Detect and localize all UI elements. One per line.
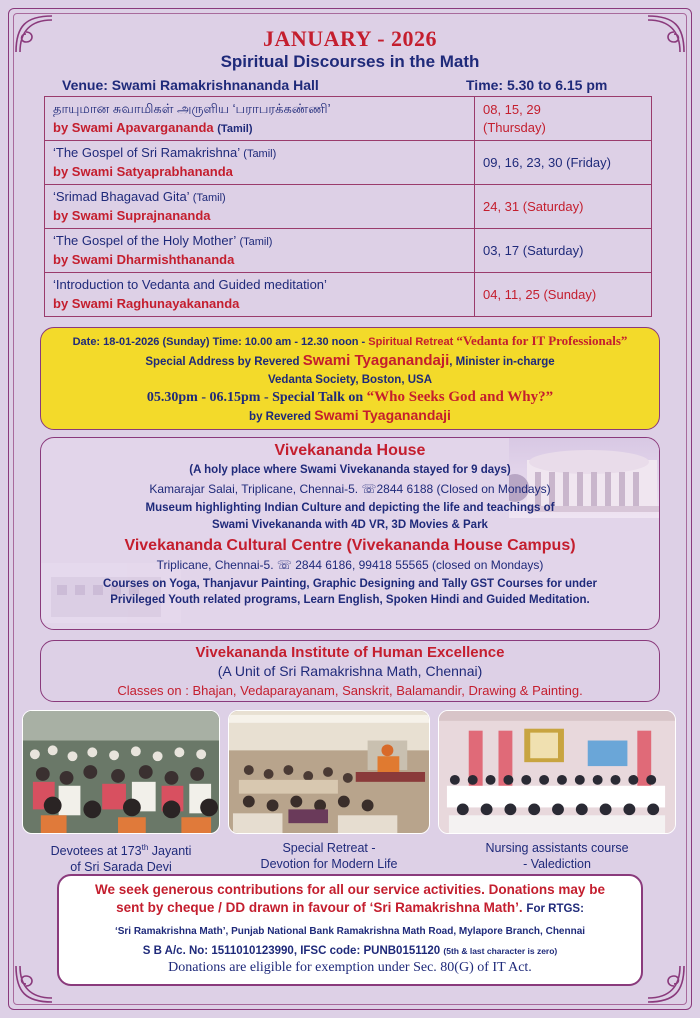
discourse-schedule-table (44, 96, 652, 317)
photo-nursing-assistants (438, 710, 676, 834)
discourse-speaker: by Swami Raghunayakananda (53, 295, 240, 311)
photo-caption-devotees: Devotees at 173th Jayanti of Sri Sarada Devi (50, 843, 192, 875)
time-text: Time: 5.30 to 6.15 pm (466, 77, 608, 93)
table-row (45, 141, 652, 185)
institute-unit: (A Unit of Sri Ramakrishna Math, Chennai) (217, 663, 483, 679)
discourse-cell (45, 273, 475, 317)
photo-caption-nursing: Nursing assistants course - Valediction (485, 841, 629, 871)
dates-cell (475, 185, 652, 229)
discourse-cell (45, 185, 475, 229)
photo-caption-retreat: Special Retreat - Devotion for Modern Life (260, 841, 398, 871)
table-row (45, 185, 652, 229)
dates-cell (475, 97, 652, 141)
retreat-talk-speaker: by Revered Swami Tyaganandaji (249, 407, 451, 423)
discourse-speaker: by Swami Dharmishthananda (53, 251, 235, 267)
discourse-title: ‘Srimad Bhagavad Gita’ (Tamil) (53, 188, 226, 204)
discourse-title: ‘Introduction to Vedanta and Guided meditation’ (53, 276, 327, 292)
retreat-announcement (40, 327, 660, 430)
discourse-dates: 04, 11, 25 (Sunday) (483, 286, 597, 302)
photo-devotees (22, 710, 220, 834)
corner-ornament-icon (12, 960, 58, 1006)
discourse-cell (45, 97, 475, 141)
dates-cell (475, 273, 652, 317)
vivekananda-house-section (40, 437, 660, 630)
donation-section (57, 874, 643, 986)
retreat-date-line: Date: 18-01-2026 (Sunday) Time: 10.00 am - 12.30 noon - Spiritual Retreat “Vedanta for IT Professionals” (72, 333, 628, 348)
table-row (45, 97, 652, 141)
cultural-centre-title: Vivekananda Cultural Centre (Vivekananda House Campus) (124, 537, 576, 554)
venue-text: Venue: Swami Ramakrishnananda Hall (62, 77, 319, 93)
retreat-talk-line: 05.30pm - 06.15pm - Special Talk on “Who Seeks God and Why?” (146, 389, 554, 405)
discourse-speaker: by Swami Suprajnananda (53, 207, 211, 223)
discourse-day: (Thursday) (483, 119, 546, 135)
discourse-cell (45, 229, 475, 273)
institute-title: Vivekananda Institute of Human Excellence (195, 644, 505, 661)
tax-exemption-note: Donations are eligible for exemption under Sec. 80(G) of IT Act. (168, 960, 532, 975)
page-subtitle: Spiritual Discourses in the Math (220, 52, 480, 71)
dates-cell (475, 229, 652, 273)
dates-cell (475, 141, 652, 185)
page-title: JANUARY - 2026 (262, 26, 438, 51)
corner-ornament-icon (642, 960, 688, 1006)
retreat-address-line: Special Address by Revered Swami Tyaganandaji, Minister in-charge (145, 352, 555, 369)
museum-description: Museum highlighting Indian Culture and depicting the life and teachings of Swami Vivekananda with 4D VR, 3D Movies & Park (145, 502, 555, 531)
account-details: S B A/c. No: 1511010123990, IFSC code: PUNB0151120 (5th & last character is zero) (142, 945, 558, 957)
cultural-centre-address: Triplicane, Chennai-5. ☏ 2844 6186, 99418 55565 (closed on Mondays) (156, 558, 544, 572)
discourse-dates: 24, 31 (Saturday) (483, 198, 584, 214)
donation-appeal: We seek generous contributions for all our service activities. Donations may be sent by cheque / DD drawn in favour of ‘Sri Ramakrishna Math’. For RTGS: (95, 882, 605, 915)
discourse-dates: 09, 16, 23, 30 (Friday) (483, 154, 611, 170)
bank-details: ‘Sri Ramakrishna Math’, Punjab National Bank Ramakrishna Math Road, Mylapore Branch, Chennai (114, 926, 586, 937)
courses-description: Courses on Yoga, Thanjavur Painting, Graphic Designing and Tally GST Courses for under Privileged Youth related programs, Learn English, Spoken Hindi and Guided Meditation. (103, 578, 597, 606)
vivekananda-house-title: Vivekananda House (274, 442, 426, 459)
discourse-cell (45, 141, 475, 185)
retreat-society: Vedanta Society, Boston, USA (267, 374, 432, 386)
discourse-speaker: by Swami Satyaprabhananda (53, 163, 233, 179)
discourse-title: ‘The Gospel of the Holy Mother’ (Tamil) (53, 232, 273, 248)
discourse-title: தாயுமான சுவாமிகள் அருளிய ‘பராபரக்கண்ணி’ (53, 100, 331, 116)
discourse-title: ‘The Gospel of Sri Ramakrishna’ (Tamil) (53, 144, 277, 160)
discourse-dates: 03, 17 (Saturday) (483, 242, 584, 258)
vivekananda-house-address: Kamarajar Salai, Triplicane, Chennai-5. ☏2844 6188 (Closed on Mondays) (149, 482, 551, 496)
vivekananda-house-tagline: (A holy place where Swami Vivekananda stayed for 9 days) (189, 464, 511, 476)
table-row (45, 229, 652, 273)
table-row (45, 273, 652, 317)
institute-classes: Classes on : Bhajan, Vedaparayanam, Sanskrit, Balamandir, Drawing & Painting. (117, 683, 583, 698)
institute-section (40, 640, 660, 702)
discourse-speaker: by Swami Apavargananda (Tamil) (53, 119, 253, 135)
discourse-dates: 08, 15, 29 (483, 101, 541, 117)
photo-special-retreat (228, 710, 430, 834)
